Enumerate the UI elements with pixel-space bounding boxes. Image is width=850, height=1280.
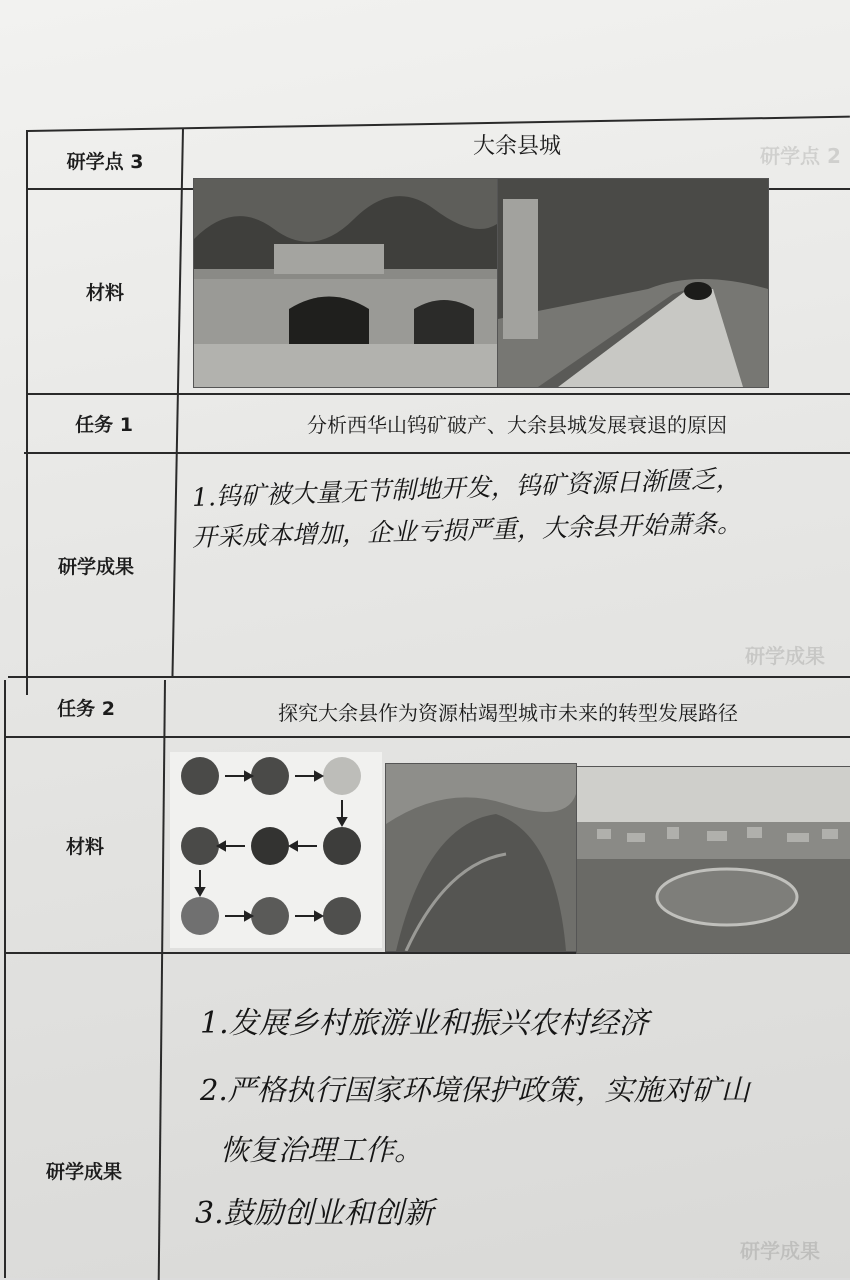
ghost-text-3: 研学成果 <box>740 1239 820 1263</box>
task-text-2: 探究大余县作为资源枯竭型城市未来的转型发展路径 <box>278 700 738 725</box>
result2-line-1: 1.发展乡村旅游业和振兴农村经济 <box>200 1006 649 1041</box>
result2-line-2: 2.严格执行国家环境保护政策，实施对矿山 <box>200 1073 750 1107</box>
result-label-2: 研学成果 <box>45 1160 122 1183</box>
study-point-label: 研学点 3 <box>66 150 144 173</box>
result1-line-2: 开采成本增加，企业亏损严重，大余县开始萧条。 <box>191 508 743 552</box>
result1-line-1: 1.钨矿被大量无节制地开发，钨矿资源日渐匮乏， <box>191 463 742 512</box>
ghost-text-2: 研学成果 <box>745 644 825 668</box>
material-label-2: 材料 <box>65 835 104 858</box>
result2-line-3: 恢复治理工作。 <box>220 1133 424 1167</box>
study-point-title: 大余县城 <box>472 133 561 159</box>
hillside-photo <box>385 763 577 952</box>
process-diagram <box>170 752 382 948</box>
task-label-1: 任务 1 <box>75 414 133 436</box>
task-text-1: 分析西华山钨矿破产、大余县城发展衰退的原因 <box>307 413 727 437</box>
result-label-1: 研学成果 <box>57 555 134 578</box>
town-aerial-photo <box>576 766 850 954</box>
ghost-text-1: 研学点 2 <box>760 144 841 168</box>
material-label-1: 材料 <box>85 282 124 304</box>
mine-road-photo <box>497 178 769 388</box>
mine-entrance-photo <box>193 178 498 388</box>
result2-line-4: 3.鼓励创业和创新 <box>195 1196 434 1231</box>
task-label-2: 任务 2 <box>57 697 115 720</box>
